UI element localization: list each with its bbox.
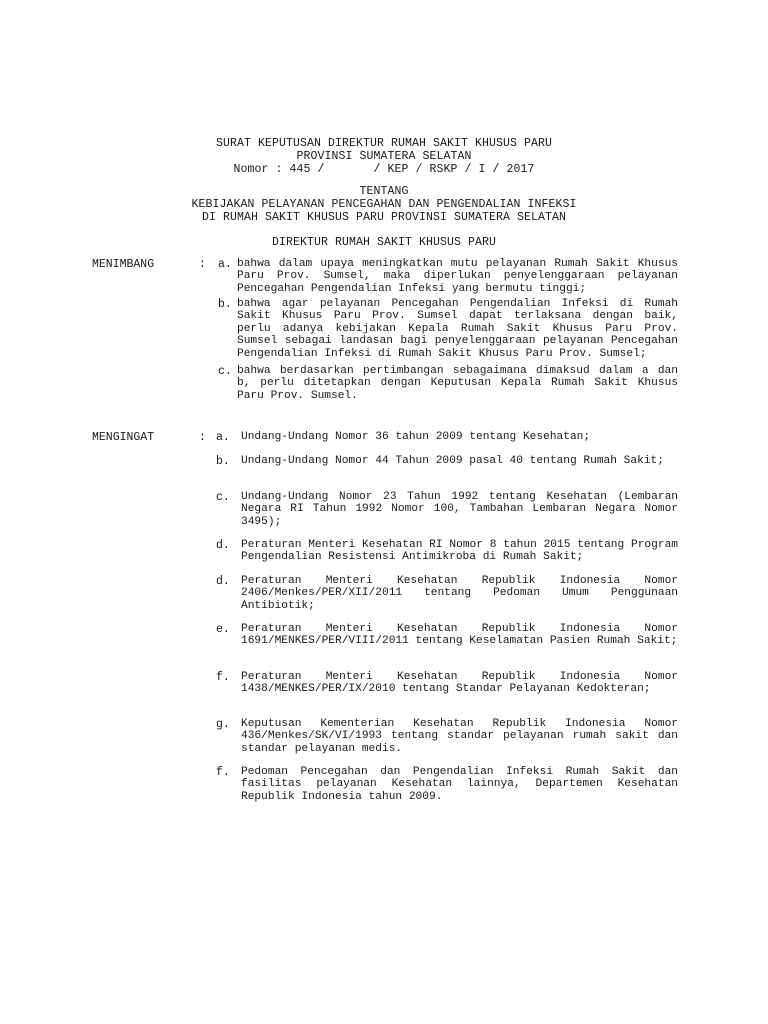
mengingat-item: Peraturan Menteri Kesehatan Republik Indonesia Nomor 2406/Menkes/PER/XII/2011 tentang Pedoman Umum Penggunaan Antibiotik; bbox=[241, 575, 678, 612]
mengingat-item: Peraturan Menteri Kesehatan Republik Indonesia Nomor 1691/MENKES/PER/VIII/2011 tentang Keselamatan Pasien Rumah Sakit; bbox=[241, 623, 678, 648]
mengingat-item: Pedoman Pencegahan dan Pengendalian Infeksi Rumah Sakit dan fasilitas pelayanan Kesehatan lainnya, Departemen Kesehatan Republik Indonesia tahun 2009. bbox=[241, 766, 678, 803]
document-title: SURAT KEPUTUSAN DIREKTUR RUMAH SAKIT KHUSUS PARU bbox=[215, 137, 553, 150]
menimbang-item: bahwa agar pelayanan Pencegahan Pengendalian Infeksi di Rumah Sakit Khusus Paru Prov. Sumsel dapat terlaksana dengan baik, perlu adanya kebijakan Kepala Rumah Sakit Khusus Paru Prov. Sumsel sebagai landasan bagi penyelenggaraan pelayanan Pencegahan Pengendalian Infeksi di Rumah Sakit Khusus Paru Prov. Sumsel; bbox=[237, 298, 678, 360]
menimbang-marker: c. bbox=[218, 365, 232, 378]
menimbang-label: MENIMBANG bbox=[92, 258, 155, 271]
director-heading: DIREKTUR RUMAH SAKIT KHUSUS PARU bbox=[271, 236, 497, 249]
mengingat-colon: : bbox=[199, 431, 206, 444]
subject-line-2: DI RUMAH SAKIT KHUSUS PARU PROVINSI SUMATERA SELATAN bbox=[201, 211, 567, 224]
document-number: Nomor : 445 / / KEP / RSKP / I / 2017 bbox=[233, 163, 535, 176]
mengingat-item: Undang-Undang Nomor 36 tahun 2009 tentang Kesehatan; bbox=[241, 431, 591, 443]
menimbang-colon: : bbox=[199, 258, 206, 271]
mengingat-item: Peraturan Menteri Kesehatan RI Nomor 8 tahun 2015 tentang Program Pengendalian Resistensi Antimikroba di Rumah Sakit; bbox=[241, 539, 678, 564]
mengingat-marker: d. bbox=[216, 539, 230, 552]
mengingat-item: Undang-Undang Nomor 44 Tahun 2009 pasal 40 tentang Rumah Sakit; bbox=[241, 455, 664, 467]
mengingat-marker: f. bbox=[216, 671, 230, 684]
mengingat-marker: d. bbox=[216, 575, 230, 588]
mengingat-item: Peraturan Menteri Kesehatan Republik Indonesia Nomor 1438/MENKES/PER/IX/2010 tentang Standar Pelayanan Kedokteran; bbox=[241, 671, 678, 696]
menimbang-item: bahwa dalam upaya meningkatkan mutu pelayanan Rumah Sakit Khusus Paru Prov. Sumsel, maka diperlukan penyelenggaraan pelayanan Pencegahan Pengendalian Infeksi yang bermutu tinggi; bbox=[237, 258, 678, 295]
mengingat-marker: c. bbox=[216, 491, 230, 504]
mengingat-marker: b. bbox=[216, 455, 230, 468]
mengingat-marker: a. bbox=[216, 431, 230, 444]
mengingat-marker: e. bbox=[216, 623, 230, 636]
mengingat-label: MENGINGAT bbox=[92, 431, 155, 444]
menimbang-item: bahwa berdasarkan pertimbangan sebagaimana dimaksud dalam a dan b, perlu ditetapkan dengan Keputusan Kepala Rumah Sakit Khusus Paru Prov. Sumsel. bbox=[237, 365, 678, 402]
mengingat-marker: f. bbox=[216, 766, 230, 779]
document-province: PROVINSI SUMATERA SELATAN bbox=[296, 150, 472, 163]
mengingat-marker: g. bbox=[216, 718, 230, 731]
mengingat-item: Keputusan Kementerian Kesehatan Republik Indonesia Nomor 436/Menkes/SK/VI/1993 tentang standar pelayanan rumah sakit dan standar pelayanan medis. bbox=[241, 718, 678, 755]
mengingat-item: Undang-Undang Nomor 23 Tahun 1992 tentang Kesehatan (Lembaran Negara RI Tahun 1992 Nomor 100, Tambahan Lembaran Negara Nomor 3495); bbox=[241, 491, 678, 528]
menimbang-marker: a. bbox=[218, 258, 232, 271]
tentang-heading: TENTANG bbox=[359, 185, 409, 198]
menimbang-marker: b. bbox=[218, 298, 232, 311]
subject-line-1: KEBIJAKAN PELAYANAN PENCEGAHAN DAN PENGENDALIAN INFEKSI bbox=[191, 198, 577, 211]
